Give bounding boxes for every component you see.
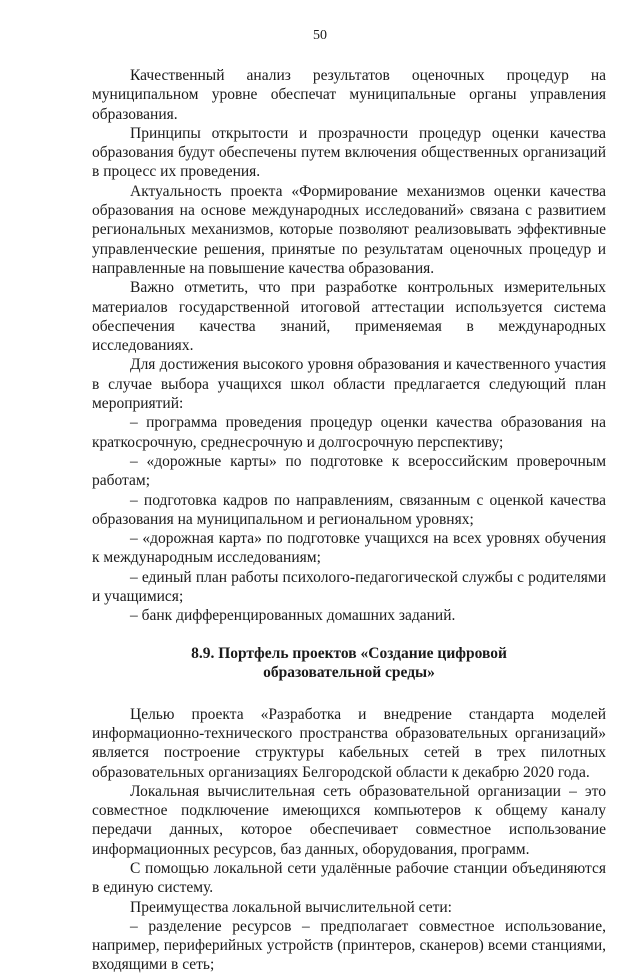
list-item: – банк дифференцированных домашних заданий. [130, 607, 456, 625]
section-heading-line: образовательной среды» [263, 664, 435, 682]
paragraph: Актуальность проекта «Формирование механизмов оценки качества образования на основе международных исследований» связана с развитием региональных механизмов, которые позволяют реализовывать эффективные управленческие решения, принятые по результатам оценочных процедур и направленные на повышение качества образования. [92, 182, 606, 277]
section-heading-line: 8.9. Портфель проектов «Создание цифровой [191, 644, 507, 662]
list-item: – «дорожная карта» по подготовке учащихся на всех уровнях обучения к международным исследованиям; [92, 530, 606, 567]
list-item: – разделение ресурсов – предполагает совместное использование, например, периферийных устройств (принтеров, сканеров) всеми станциями, входящими в сеть; [92, 917, 606, 974]
paragraph: С помощью локальной сети удалённые рабочие станции объединяются в единую систему. [92, 859, 606, 897]
document-body [92, 66, 606, 975]
section-heading [92, 644, 606, 683]
paragraph: Важно отметить, что при разработке контрольных измерительных материалов государственной итоговой аттестации используется система обеспечения качества знаний, применяемая в международных исследованиях. [92, 279, 606, 355]
list-item: – подготовка кадров по направлениям, связанным с оценкой качества образования на муниципальном и региональном уровнях; [92, 491, 606, 528]
paragraph: Преимущества локальной вычислительной сети: [130, 898, 452, 916]
paragraph: Качественный анализ результатов оценочных процедур на муниципальном уровне обеспечат муниципальные органы управления образования. [92, 67, 606, 123]
paragraph: Целью проекта «Разработка и внедрение стандарта моделей информационно-технического пространства образовательных организаций» является построение структуры кабельных сетей в трех пилотных образовательных организациях Белгородской области к декабрю 2020 года. [92, 705, 606, 781]
paragraph: Принципы открытости и прозрачности процедур оценки качества образования будут обеспечены путем включения общественных организаций в процесс их проведения. [92, 124, 606, 181]
list-item: – «дорожные карты» по подготовке к всероссийским проверочным работам; [92, 452, 606, 490]
paragraph: Локальная вычислительная сеть образовательной организации – это совместное подключение имеющихся компьютеров к общему каналу передачи данных, которое обеспечивает совместное использование информационных ресурсов, баз данных, оборудования, программ. [92, 782, 606, 858]
list-item: – единый план работы психолого-педагогической службы с родителями и учащимися; [92, 568, 606, 606]
paragraph: Для достижения высокого уровня образования и качественного участия в случае выбора учащихся школ области предлагается следующий план мероприятий: [92, 356, 606, 413]
page-number: 50 [313, 28, 327, 43]
list-item: – программа проведения процедур оценки качества образования на краткосрочную, среднесрочную и долгосрочную перспективу; [92, 414, 606, 451]
